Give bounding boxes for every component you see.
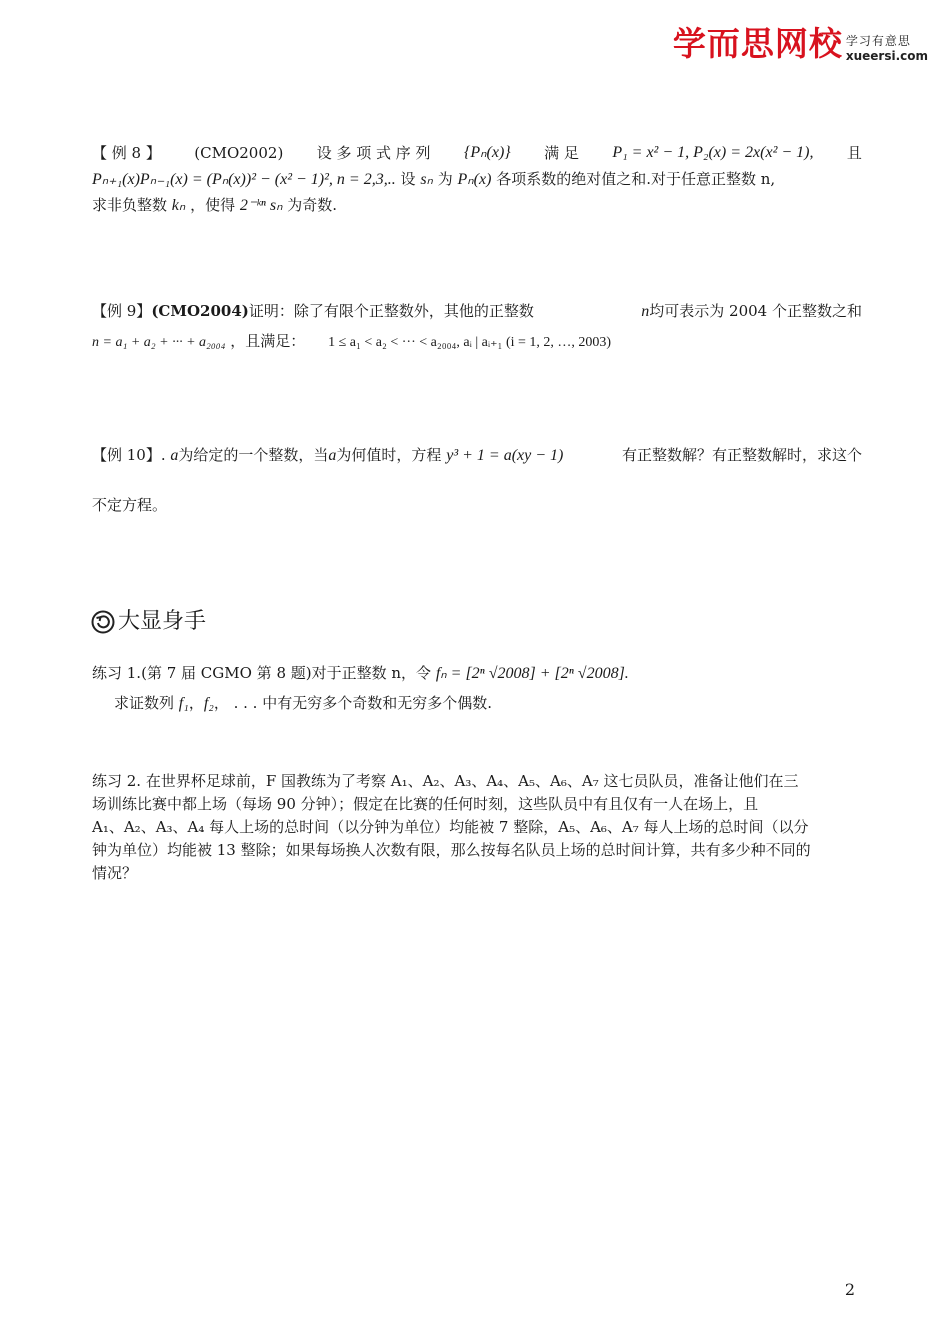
example-9-text-2: 均可表示为 2004 个正整数之和 (649, 302, 862, 320)
exercise-1-line-1 (92, 660, 862, 686)
example-10-text-4: 不定方程。 (92, 496, 168, 514)
exercise-2-line-2: 场训练比赛中都上场（每场 90 分钟）；假定在比赛的任何时刻，这些队员中有且仅有一人在场上，且 (92, 795, 759, 813)
exercise-1-source: (第 7 届 CGMO 第 8 题) (141, 664, 312, 682)
exercise-1-label: 练习 1. (92, 664, 142, 682)
brand-logo (673, 22, 928, 64)
logo-side (846, 34, 928, 64)
exercise-2-line-4: 钟为单位）均能被 13 整除；如果每场换人次数有限，那么按每名队员上场的总时间计算，共有多少种不同的 (92, 841, 811, 859)
example-9-sum-equation: n = a₁ + a₂ + ··· + a₂₀₀₄ (92, 335, 226, 350)
example-10-a: a (170, 447, 179, 464)
page-number: 2 (844, 1280, 855, 1299)
example-8-line-2 (92, 166, 862, 192)
example-9-satisfy: ，且满足： (230, 332, 306, 350)
example-8-sn: sₙ (420, 171, 433, 188)
logo-main-text: 学而思网校 (672, 24, 843, 63)
example-9-source: (CMO2004) (151, 302, 249, 320)
example-8-line-1 (92, 140, 862, 166)
example-9-condition: 1 ≤ a₁ < a₂ < ··· < a₂₀₀₄, aᵢ | aᵢ₊₁ (i = 1, 2, …, 2003) (328, 335, 612, 350)
example-8-definition: P₁ = x² − 1, P₂(x) = 2x(x² − 1), (612, 144, 814, 161)
example-9-line-1 (92, 298, 862, 324)
example-10-line-2 (92, 492, 862, 518)
example-9-n: n (641, 303, 650, 320)
example-10-equation: y³ + 1 = a(xy − 1) (446, 447, 564, 464)
example-8-label: 【 例 8 】 (92, 144, 161, 162)
example-8 (92, 140, 862, 218)
example-8-let: 设 (400, 170, 416, 188)
example-8-source: (CMO2002) (194, 144, 284, 162)
example-10-a-2: a (328, 447, 337, 464)
exercise-1-f2: f₂ (203, 695, 214, 712)
example-8-ask: 求非负整数 (92, 196, 168, 214)
example-10-text-3: 有正整数解？有正整数解时，求这个 (621, 446, 862, 464)
exercise-1-formula: fₙ = [2ⁿ √2008] + [2ⁿ √2008]. (435, 665, 629, 682)
example-9-line-2 (92, 328, 862, 354)
example-8-sequence: {Pₙ(x)} (463, 144, 511, 161)
example-8-line-3 (92, 192, 862, 218)
exercise-1-f1: f₁ (178, 695, 189, 712)
exercise-1-line-2: 求证数列 f₁，f₂， . . . 中有无穷多个奇数和无穷多个偶数. (114, 694, 492, 712)
example-8-is: 为 (437, 170, 453, 188)
example-8-recurrence: Pₙ₊₁(x)Pₙ₋₁(x) = (Pₙ(x))² − (x² − 1)², n = 2,3,.. (92, 171, 396, 188)
example-9-label: 【例 9】 (92, 302, 152, 320)
section-heading (90, 607, 206, 637)
exercise-1-text-1: 对于正整数 n，令 (311, 664, 432, 682)
example-10-line-1 (92, 442, 862, 468)
example-8-odd: 为奇数. (287, 196, 338, 214)
exercise-1-text-3: ， . . . 中有无穷多个奇数和无穷多个偶数. (213, 694, 492, 712)
exercise-2-line-3: A₁、A₂、A₃、A₄ 每人上场的总时间（以分钟为单位）均能被 7 整除，A₅、A₆、A₇ 每人上场的总时间（以分 (92, 818, 809, 836)
example-8-expression: 2⁻ᵏⁿ sₙ (239, 197, 283, 214)
exercise-1-text-2: 求证数列 (114, 694, 175, 712)
example-8-pn: Pₙ(x) (457, 171, 492, 188)
example-8-and: 且 (846, 144, 862, 162)
example-8-such-that: ，使得 (190, 196, 236, 214)
exercise-2-line-1: 练习 2. 在世界杯足球前，F 国教练为了考察 A₁、A₂、A₃、A₄、A₅、A₆、A₇ 这七员队员，准备让他们在三 (92, 772, 799, 790)
exercise-1 (92, 660, 862, 716)
example-8-sum-text: 各项系数的绝对值之和.对于任意正整数 n, (496, 170, 776, 188)
logo-url: xueersi.com (845, 49, 928, 63)
example-10-text-2: 为何值时，方程 (336, 446, 442, 464)
example-10 (92, 442, 862, 518)
example-10-text-1: 为给定的一个整数，当 (178, 446, 329, 464)
example-9-text-1: 证明：除了有限个正整数外，其他的正整数 (248, 302, 534, 320)
exercise-2 (92, 770, 862, 885)
example-10-label: 【例 10】. (92, 446, 166, 464)
example-8-kn: kₙ (171, 197, 186, 214)
logo-tagline: 学习有意思 (845, 34, 911, 48)
example-8-satisfy: 满 足 (544, 144, 579, 162)
exercise-2-line-5: 情况？ (92, 864, 138, 882)
section-title: 大显身手 (118, 609, 207, 634)
example-8-intro: 设 多 项 式 序 列 (316, 144, 431, 162)
refresh-icon (90, 609, 116, 635)
example-9 (92, 298, 862, 354)
